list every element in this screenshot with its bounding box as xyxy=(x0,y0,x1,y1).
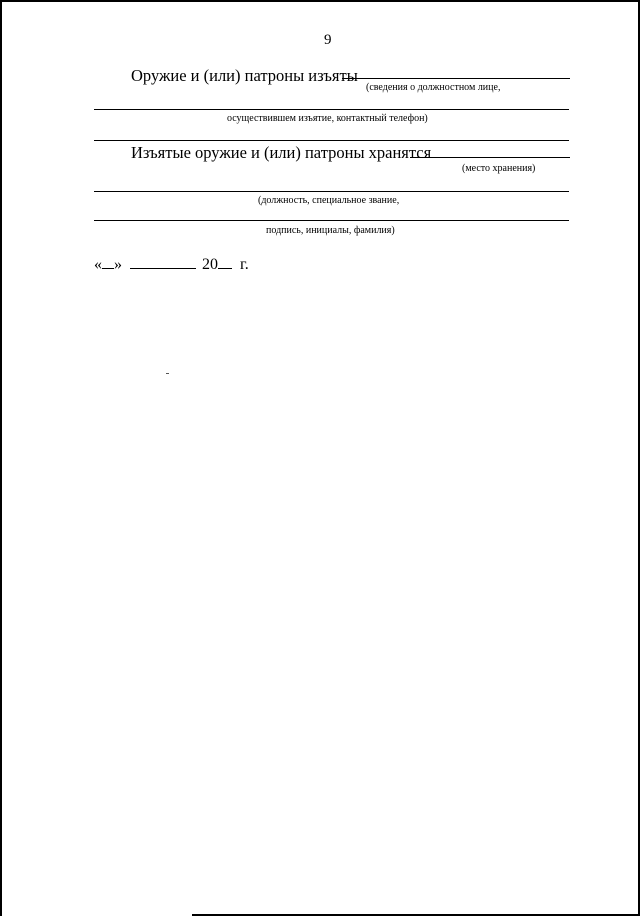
date-open-quote: « xyxy=(94,256,102,273)
seized-extra-line[interactable] xyxy=(94,140,569,141)
scan-edge-top xyxy=(0,0,640,2)
date-year-prefix: 20 xyxy=(202,256,218,273)
scan-speck xyxy=(166,373,169,374)
seized-label: Оружие и (или) патроны изъяты xyxy=(131,66,358,85)
seized-hint-official: (сведения о должностном лице, xyxy=(366,82,501,93)
seized-official-field-2[interactable] xyxy=(94,109,569,110)
date-month-field[interactable] xyxy=(130,254,196,269)
page-number: 9 xyxy=(324,32,332,48)
storage-place-field[interactable] xyxy=(410,157,570,158)
seized-hint-phone: осуществившем изъятие, контактный телефон) xyxy=(227,113,428,124)
storage-position-field[interactable] xyxy=(94,191,569,192)
date-row xyxy=(94,254,249,274)
storage-hint-place: (место хранения) xyxy=(462,163,536,174)
storage-hint-position: (должность, специальное звание, xyxy=(258,195,400,206)
storage-label: Изъятые оружие и (или) патроны хранятся xyxy=(131,143,432,162)
storage-signature-field[interactable] xyxy=(94,220,569,221)
date-year-suffix: г. xyxy=(240,256,249,273)
storage-hint-signature: подпись, инициалы, фамилия) xyxy=(266,225,395,236)
date-close-quote: » xyxy=(114,256,122,273)
scan-edge-left xyxy=(0,0,2,916)
date-day-field[interactable] xyxy=(102,254,114,269)
seized-official-field[interactable] xyxy=(342,78,570,79)
date-year-field[interactable] xyxy=(218,254,232,269)
